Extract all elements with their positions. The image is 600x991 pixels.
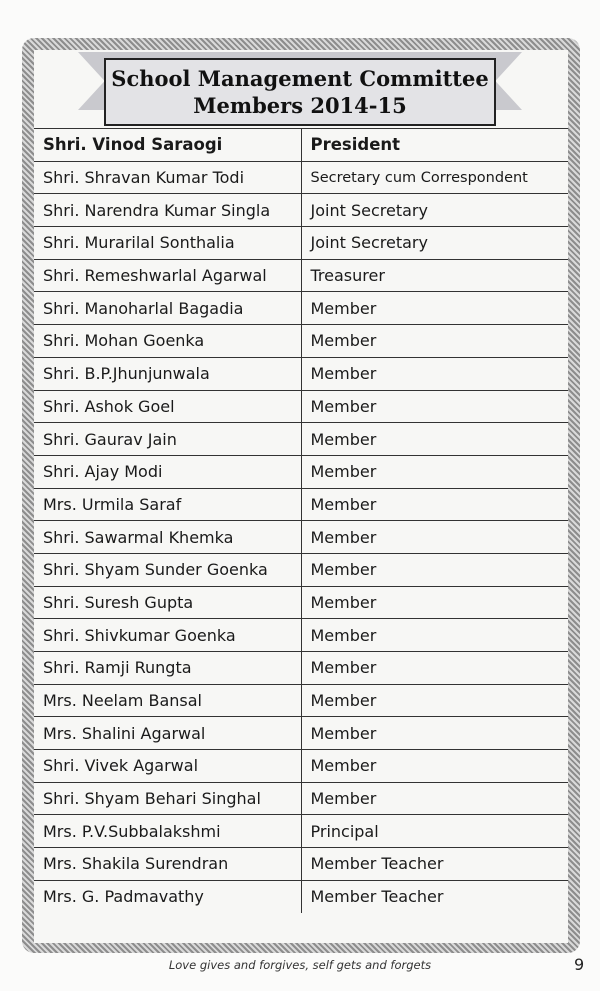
member-row	[34, 455, 568, 488]
member-role: Member Teacher	[301, 880, 568, 913]
member-row	[34, 619, 568, 652]
member-row	[34, 357, 568, 390]
member-role: Member Teacher	[301, 848, 568, 881]
member-name: Mrs. P.V.Subbalakshmi	[34, 815, 301, 848]
member-row	[34, 684, 568, 717]
member-role: Member	[301, 292, 568, 325]
member-role: Principal	[301, 815, 568, 848]
member-row	[34, 586, 568, 619]
member-role: Member	[301, 553, 568, 586]
member-row	[34, 194, 568, 227]
member-name: Shri. Shyam Sunder Goenka	[34, 553, 301, 586]
member-role: Member	[301, 390, 568, 423]
page-number: 9	[574, 955, 585, 974]
member-name: Shri. Ashok Goel	[34, 390, 301, 423]
member-role: Member	[301, 488, 568, 521]
member-name: Shri. Shyam Behari Singhal	[34, 782, 301, 815]
member-role: President	[301, 129, 568, 162]
member-name: Shri. Sawarmal Khemka	[34, 521, 301, 554]
member-row	[34, 880, 568, 913]
member-row	[34, 815, 568, 848]
title-line-2: Members 2014-15	[193, 93, 407, 118]
member-name: Mrs. Shalini Agarwal	[34, 717, 301, 750]
member-name: Shri. Murarilal Sonthalia	[34, 227, 301, 260]
member-row	[34, 423, 568, 456]
member-name: Mrs. Urmila Saraf	[34, 488, 301, 521]
member-row	[34, 390, 568, 423]
title-banner	[104, 58, 496, 126]
member-name: Shri. Remeshwarlal Agarwal	[34, 259, 301, 292]
member-name: Shri. Shravan Kumar Todi	[34, 161, 301, 194]
member-row	[34, 227, 568, 260]
member-row	[34, 259, 568, 292]
member-name: Mrs. G. Padmavathy	[34, 880, 301, 913]
committee-members-table	[34, 128, 568, 913]
member-name: Shri. Ramji Rungta	[34, 652, 301, 685]
member-row	[34, 292, 568, 325]
member-row	[34, 652, 568, 685]
member-name: Shri. Ajay Modi	[34, 455, 301, 488]
member-row	[34, 750, 568, 783]
member-name: Mrs. Shakila Surendran	[34, 848, 301, 881]
member-name: Shri. Vinod Saraogi	[34, 129, 301, 162]
member-row	[34, 161, 568, 194]
member-role: Joint Secretary	[301, 227, 568, 260]
member-name: Mrs. Neelam Bansal	[34, 684, 301, 717]
member-name: Shri. B.P.Jhunjunwala	[34, 357, 301, 390]
member-name: Shri. Gaurav Jain	[34, 423, 301, 456]
member-role: Member	[301, 423, 568, 456]
member-role: Member	[301, 586, 568, 619]
member-role: Member	[301, 684, 568, 717]
member-row	[34, 848, 568, 881]
member-row	[34, 717, 568, 750]
member-name: Shri. Mohan Goenka	[34, 325, 301, 358]
member-role: Member	[301, 750, 568, 783]
member-role: Member	[301, 782, 568, 815]
member-name: Shri. Manoharlal Bagadia	[34, 292, 301, 325]
member-name: Shri. Shivkumar Goenka	[34, 619, 301, 652]
member-row	[34, 325, 568, 358]
member-role: Joint Secretary	[301, 194, 568, 227]
member-name: Shri. Suresh Gupta	[34, 586, 301, 619]
member-role: Member	[301, 521, 568, 554]
member-row	[34, 782, 568, 815]
member-role: Member	[301, 717, 568, 750]
member-row	[34, 553, 568, 586]
member-role: Treasurer	[301, 259, 568, 292]
member-row	[34, 488, 568, 521]
member-name: Shri. Narendra Kumar Singla	[34, 194, 301, 227]
member-name: Shri. Vivek Agarwal	[34, 750, 301, 783]
member-role: Member	[301, 455, 568, 488]
member-role: Secretary cum Correspondent	[301, 161, 568, 194]
member-row	[34, 129, 568, 162]
member-role: Member	[301, 325, 568, 358]
member-row	[34, 521, 568, 554]
title-line-1: School Management Committee	[111, 66, 489, 91]
member-role: Member	[301, 652, 568, 685]
member-role: Member	[301, 619, 568, 652]
footer-quote: Love gives and forgives, self gets and forgets	[168, 958, 432, 972]
member-role: Member	[301, 357, 568, 390]
